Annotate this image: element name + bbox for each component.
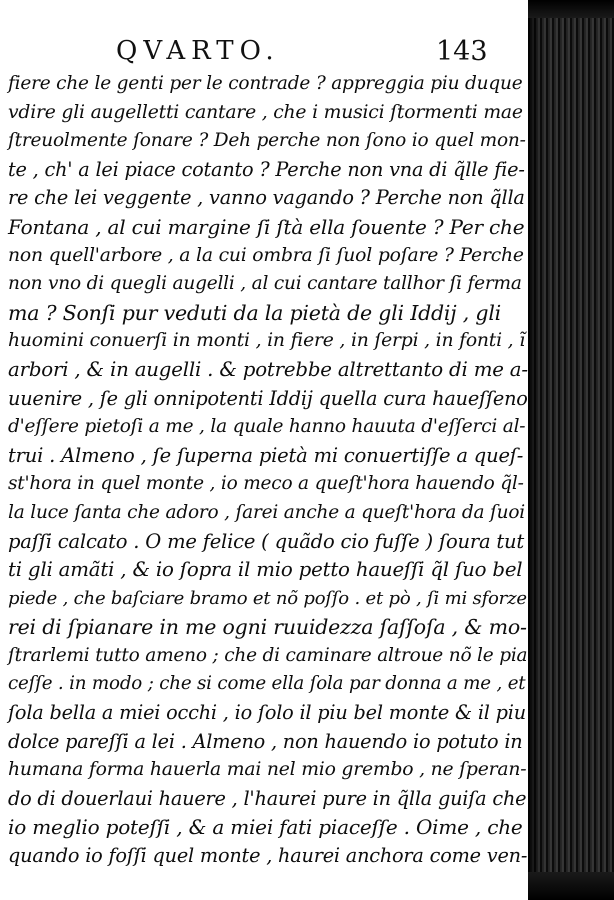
text-line: d'eſſere pietoſi a me , la quale hanno hauuta d'eſſerci al- (8, 416, 526, 438)
text-line: ma ? Sonſi pur veduti da la pietà de gli Iddij , gli (8, 300, 502, 325)
text-line: arbori , & in augelli . & potrebbe altrettanto di me a- (8, 357, 528, 381)
text-line: huomini conuerſi in monti , in fiere , in ſerpi , in fonti , ĩ (8, 330, 525, 352)
running-head: QVARTO. (116, 36, 280, 66)
text-line: re che lei veggente , vanno vagando ? Perche non q̃lla (8, 186, 525, 210)
text-line: fiere che le genti per le contrade ? appreggia piu duque (8, 73, 523, 94)
text-line: rei di ſpianare in me ogni ruuidezza ſaſſoſa , & mo- (8, 615, 527, 640)
text-line: ti gli amãti , & io ſopra il mio petto haueſſi q̃l ſuo bel (8, 558, 523, 582)
text-line: uuenire , ſe gli onnipotenti Iddij quella cura haueſſeno (8, 386, 528, 410)
text-line: do di douerlaui hauere , l'haurei pure in q̃lla guiſa che (8, 786, 527, 810)
text-line: st'hora in quel monte , io meco a queſt'hora hauendo q̃l- (8, 473, 524, 495)
text-line: Fontana , al cui margine ſi ſtà ella ſouente ? Per che (8, 214, 525, 239)
text-line: io meglio poteſſi , & a miei fati piaceſſe . Oime , che (8, 815, 523, 840)
book-page-edges (528, 0, 614, 900)
text-line: la luce ſanta che adoro , ſarei anche a queſt'hora da ſuoi (8, 501, 525, 523)
text-line: vdire gli augelletti cantare , che i musici ſtormenti mae (8, 101, 523, 123)
text-line: humana forma hauerla mai nel mio grembo , ne ſperan- (8, 759, 527, 781)
text-line: ſola bella a miei occhi , io ſolo il piu bel monte & il piu (8, 701, 526, 725)
text-line: ſtreuolmente ſonare ? Deh perche non ſono io quel mon- (8, 130, 526, 152)
text-line: dolce pareſſi a lei . Almeno , non hauendo io potuto in (8, 729, 523, 753)
text-line: ceſſe . in modo ; che si come ella ſola par donna a me , et (8, 673, 526, 695)
book-edge-top (528, 0, 614, 18)
text-line: ſtrarlemi tutto ameno ; che di caminare altroue nõ le pia (8, 644, 528, 666)
page-header (0, 36, 548, 68)
page-number: 143 (436, 36, 488, 67)
text-line: trui . Almeno , ſe ſuperna pietà mi conuertiſſe a queſ- (8, 443, 524, 467)
text-line: non vno di quegli augelli , al cui cantare tallhor ſi ferma (8, 273, 522, 295)
text-line: te , ch' a lei piace cotanto ? Perche non vna di q̃lle fie- (8, 157, 525, 181)
text-line: non quell'arbore , a la cui ombra ſi ſuol poſare ? Perche (8, 244, 524, 266)
text-line: piede , che baſciare bramo et nõ poſſo . et pò , ſi mi sforze (8, 587, 527, 609)
body-text (8, 70, 528, 871)
book-edge-bottom (528, 872, 614, 900)
text-line: quando io foſſi quel monte , haurei anchora come ven- (8, 844, 528, 868)
text-line: paſſi calcato . O me felice ( quãdo cio fuſſe ) ſoura tut (8, 529, 525, 553)
